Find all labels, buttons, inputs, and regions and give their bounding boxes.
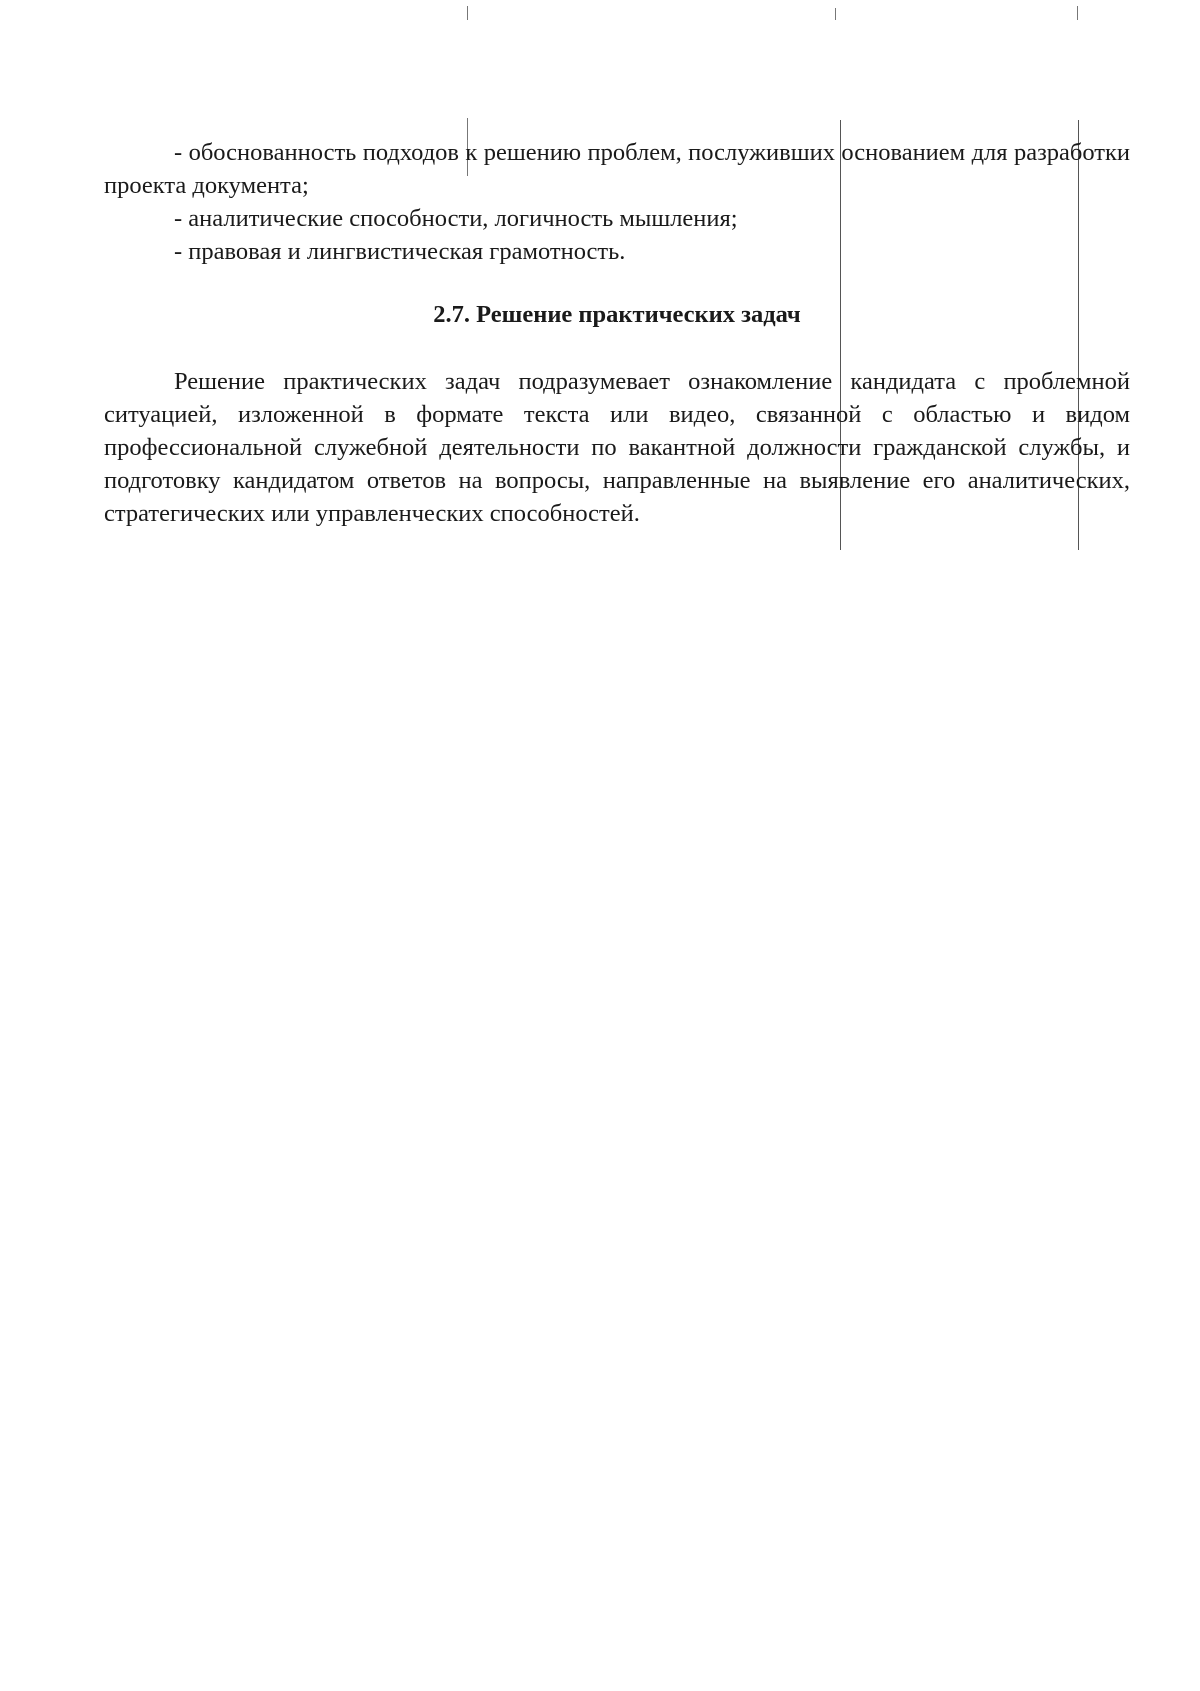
- section-body: [104, 365, 1130, 530]
- section-paragraph: Решение практических задач подразумевает ознакомление кандидата с проблемной ситуацией, изложенной в формате текста или видео, связанной с областью и видом профессиональной служебной деятельности по вакантной должности гражданской службы, и подготовку кандидатом ответов на вопросы, направленные на выявление его аналитических, стратегических или управленческих способностей.: [104, 368, 1130, 527]
- scan-artifact-tick: [467, 6, 468, 20]
- list-item: - обоснованность подходов к решению проблем, послуживших основанием для разработки проекта документа;: [104, 139, 1130, 199]
- scan-artifact-tick: [1077, 6, 1078, 20]
- section-heading: 2.7. Решение практических задач: [433, 301, 801, 328]
- list-item: - аналитические способности, логичность мышления;: [174, 205, 738, 232]
- requirements-list: [104, 136, 1130, 268]
- list-item: - правовая и лингвистическая грамотность.: [174, 238, 626, 265]
- scan-artifact-tick: [835, 8, 836, 20]
